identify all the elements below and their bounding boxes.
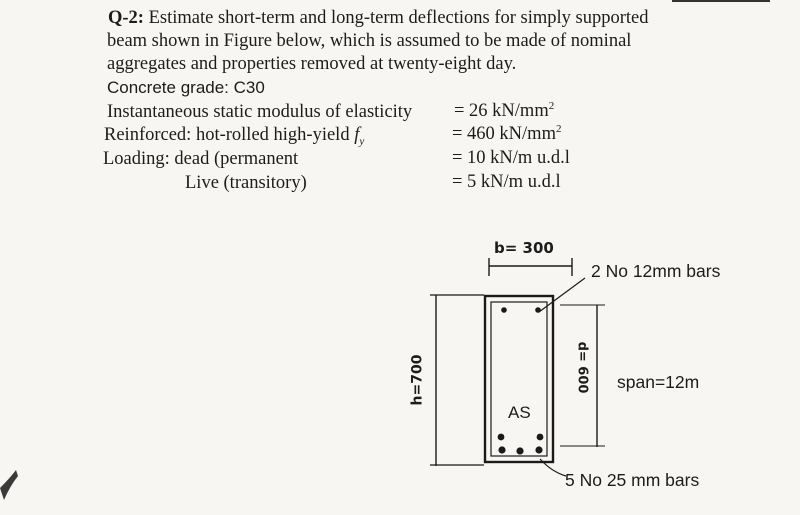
question-line-3: aggregates and properties removed at twenty-eight day. — [107, 54, 517, 74]
question-number: Q-2: — [108, 8, 144, 28]
question-line-2: beam shown in Figure below, which is assumed to be made of nominal — [107, 31, 632, 51]
live-load-value: = 5 kN/m u.d.l — [452, 172, 561, 192]
modulus-unit-sup: 2 — [548, 100, 555, 112]
reinforcement-label-text: Reinforced: hot-rolled high-yield — [104, 125, 350, 145]
edge-mark — [0, 470, 18, 500]
reinforcement-value-text: = 460 kN/mm — [452, 124, 556, 144]
concrete-grade: Concrete grade: C30 — [107, 78, 265, 97]
bottom-bar-3 — [498, 446, 505, 453]
top-bar-right — [535, 307, 541, 313]
width-label: b= 300 — [494, 239, 554, 257]
fy-symbol: f — [354, 125, 360, 145]
depth-label: d= 600 — [574, 341, 590, 394]
modulus-label: Instantaneous static modulus of elasticity — [107, 102, 413, 122]
steel-area-label: AS — [508, 403, 531, 422]
reinforcement-unit-sup: 2 — [555, 123, 562, 135]
section-inner-outline — [491, 302, 547, 456]
bottom-bar-2 — [537, 434, 544, 441]
live-load-label: Live (transitory) — [185, 173, 307, 193]
dead-load-value: = 10 kN/m u.d.l — [452, 148, 570, 168]
top-bar-left — [501, 307, 507, 313]
bottom-bar-1 — [498, 434, 505, 441]
bottom-bar-5 — [535, 446, 542, 453]
bottom-bars-label: 5 No 25 mm bars — [565, 470, 700, 490]
dead-load-label: Loading: dead (permanent — [103, 149, 299, 169]
fy-subscript: y — [359, 135, 365, 148]
modulus-value-text: = 26 kN/mm — [454, 101, 549, 121]
top-bars-label: 2 No 12mm bars — [591, 261, 721, 281]
height-label: h=700 — [409, 354, 426, 406]
bottom-bar-4 — [516, 447, 523, 454]
question-text-1: Estimate short-term and long-term deflections for simply supported — [148, 8, 649, 28]
span-label: span=12m — [617, 372, 700, 392]
